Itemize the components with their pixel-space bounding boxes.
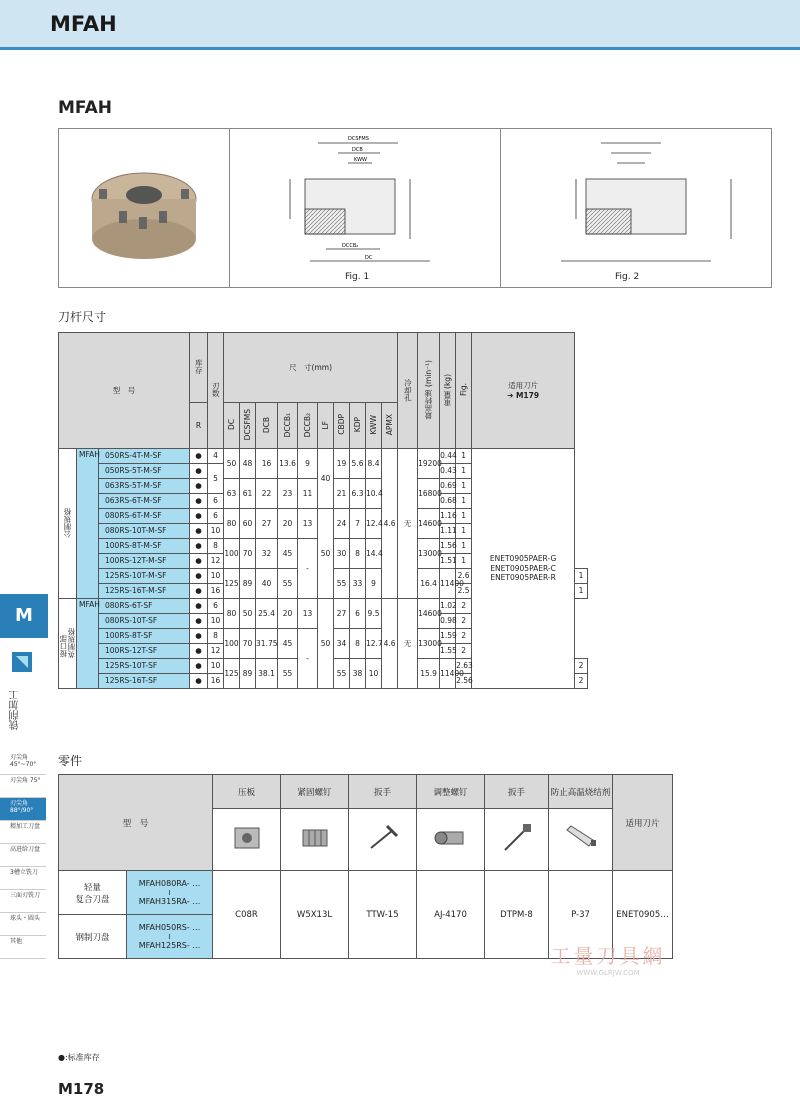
cell: 1.11 bbox=[440, 524, 456, 539]
model-code: 100RS-12T-M-SF bbox=[99, 554, 190, 569]
page-title: MFAH bbox=[50, 12, 117, 36]
stock-dot: ● bbox=[190, 554, 208, 569]
model-to: MFAH125RS- … bbox=[138, 941, 201, 950]
cell: 16.4 bbox=[418, 569, 440, 599]
cell: 55 bbox=[278, 569, 298, 599]
cell: 1.59 bbox=[440, 629, 456, 644]
cell: 2.5 bbox=[456, 584, 472, 599]
insert-item: ENET0905PAER-R bbox=[490, 573, 556, 583]
fig1-caption: Fig. 1 bbox=[345, 272, 370, 282]
cell: 50 bbox=[318, 509, 334, 599]
cell: 12.4 bbox=[366, 509, 382, 539]
teeth: 10 bbox=[208, 524, 224, 539]
side-item[interactable]: 刃尖角 75° bbox=[0, 775, 46, 798]
model-range bbox=[127, 915, 213, 959]
teeth: 16 bbox=[208, 674, 224, 689]
cell: 1.16 bbox=[440, 509, 456, 524]
col-dccb2: DCCB₂ bbox=[302, 412, 312, 437]
range-symbol: ≀ bbox=[168, 932, 171, 941]
parts-header-wrench: 扳手 bbox=[349, 775, 417, 809]
col-dc: DC bbox=[226, 419, 236, 431]
cell: 8.4 bbox=[366, 449, 382, 479]
parts-header-anti-seize: 防止高温烧结剂 bbox=[549, 775, 613, 809]
cell: 70 bbox=[240, 539, 256, 569]
stock-dot: ● bbox=[190, 539, 208, 554]
model-code: 125RS-10T-M-SF bbox=[99, 569, 190, 584]
cell: 12.7 bbox=[366, 629, 382, 659]
cell: 100 bbox=[224, 629, 240, 659]
stock-dot: ● bbox=[190, 494, 208, 509]
part-screw: W5X13L bbox=[281, 871, 349, 959]
cell: 5.6 bbox=[350, 449, 366, 479]
table-row bbox=[59, 871, 673, 915]
cell: 23 bbox=[278, 479, 298, 509]
teeth: 12 bbox=[208, 644, 224, 659]
cell: 2 bbox=[456, 599, 472, 614]
cell: 9 bbox=[298, 449, 318, 479]
model-code: 050RS-4T-M-SF bbox=[99, 449, 190, 464]
parts-table bbox=[58, 774, 673, 959]
insert-item: ENET0905PAER-G bbox=[489, 554, 557, 564]
cell: 27 bbox=[334, 599, 350, 629]
cell: 1.55 bbox=[440, 644, 456, 659]
cell: 14600 bbox=[418, 599, 440, 629]
col-lf: LF bbox=[320, 420, 330, 429]
col-dcb: DCB bbox=[261, 416, 271, 433]
side-item-active[interactable]: 刃尖角 88°/90° bbox=[0, 798, 46, 821]
cell: 1 bbox=[575, 584, 588, 599]
paste-tube-icon bbox=[549, 809, 613, 871]
parts-header-wrench2: 扳手 bbox=[485, 775, 549, 809]
cell: 89 bbox=[240, 659, 256, 689]
parts-header-adjust-screw: 调整螺钉 bbox=[417, 775, 485, 809]
model-prefix: MFAH bbox=[77, 449, 99, 599]
col-header-r: R bbox=[190, 403, 208, 449]
cell: 45 bbox=[278, 539, 298, 569]
cell: 9 bbox=[366, 569, 382, 599]
teeth: 16 bbox=[208, 584, 224, 599]
cell: 50 bbox=[318, 599, 334, 689]
insert-item: ENET0905PAER-C bbox=[490, 563, 556, 573]
group-imperial bbox=[59, 599, 77, 689]
teeth: 10 bbox=[208, 614, 224, 629]
cell: 63 bbox=[224, 479, 240, 509]
parts-header-model: 型 号 bbox=[59, 775, 213, 871]
model-code: 080RS-6T-M-SF bbox=[99, 509, 190, 524]
group-steel: 钢制刀盘 bbox=[59, 915, 127, 959]
cell: 21 bbox=[334, 479, 350, 509]
parts-header-insert: 适用刀片 bbox=[613, 775, 673, 871]
table-row bbox=[59, 449, 588, 464]
stock-dot: ● bbox=[190, 644, 208, 659]
col-header-weight: 重量 (kg) bbox=[442, 373, 452, 406]
dim-dccb2: DCCB₂ bbox=[342, 243, 359, 249]
col-cbdp: CBDP bbox=[336, 414, 346, 436]
teeth: 6 bbox=[208, 494, 224, 509]
cutter-photo bbox=[59, 129, 229, 287]
parts-title: 零件 bbox=[58, 754, 83, 768]
cell: 1.02 bbox=[440, 599, 456, 614]
stock-dot: ● bbox=[190, 524, 208, 539]
model-code: 063RS-5T-M-SF bbox=[99, 479, 190, 494]
teeth: 6 bbox=[208, 599, 224, 614]
part-wrench: TTW-15 bbox=[349, 871, 417, 959]
footnote: ●:标准库存 bbox=[58, 1053, 100, 1062]
cell: 1 bbox=[456, 464, 472, 479]
cell: 0.44 bbox=[440, 449, 456, 464]
side-nav bbox=[0, 752, 46, 959]
wrench-icon bbox=[349, 809, 417, 871]
cell: 24 bbox=[334, 509, 350, 539]
cell: 19 bbox=[334, 449, 350, 479]
teeth: 6 bbox=[208, 509, 224, 524]
cell: 89 bbox=[240, 569, 256, 599]
col-header-model: 型 号 bbox=[59, 333, 190, 449]
group-label: 接口部 bbox=[59, 635, 68, 658]
cell: 80 bbox=[224, 599, 240, 629]
stock-dot: ● bbox=[190, 464, 208, 479]
side-item[interactable]: 其他 bbox=[0, 936, 46, 959]
group-label: 英制规格 bbox=[66, 627, 76, 658]
cell: 61 bbox=[240, 479, 256, 509]
cell: 48 bbox=[240, 449, 256, 479]
fig1-drawing bbox=[230, 129, 500, 287]
cell: 30 bbox=[334, 539, 350, 569]
cell: 45 bbox=[278, 629, 298, 659]
cell: 33 bbox=[350, 569, 366, 599]
col-dccb1: DCCB₁ bbox=[282, 412, 292, 437]
col-header-dimensions: 尺 寸(mm) bbox=[224, 333, 398, 403]
cell: 8 bbox=[350, 539, 366, 569]
model-from: MFAH050RS- … bbox=[138, 923, 201, 932]
part-insert: ENET0905… bbox=[613, 871, 673, 959]
stock-dot: ● bbox=[190, 629, 208, 644]
col-header-max-speed: 最高转速 (min⁻¹) bbox=[423, 360, 433, 420]
cell: 1 bbox=[575, 569, 588, 584]
model-code: 100RS-12T-SF bbox=[99, 644, 190, 659]
stock-dot: ● bbox=[190, 599, 208, 614]
cell: 1 bbox=[456, 449, 472, 464]
stock-dot: ● bbox=[190, 614, 208, 629]
side-item[interactable]: 高进给刀盘 bbox=[0, 844, 46, 867]
cell: 10.4 bbox=[366, 479, 382, 509]
screwdriver-icon bbox=[485, 809, 549, 871]
cell: 38 bbox=[350, 659, 366, 689]
col-apmx: APMX bbox=[384, 414, 394, 436]
model-code: 125RS-10T-SF bbox=[99, 659, 190, 674]
cell: 11400 bbox=[440, 659, 456, 689]
model-code: 063RS-6T-M-SF bbox=[99, 494, 190, 509]
stock-dot: ● bbox=[190, 674, 208, 689]
cell: 2 bbox=[456, 629, 472, 644]
model-prefix: MFAH bbox=[77, 599, 99, 689]
stock-dot: ● bbox=[190, 584, 208, 599]
side-item[interactable]: 3槽立铣刀 bbox=[0, 867, 46, 890]
model-range bbox=[127, 871, 213, 915]
group-label: 轻量 复合刀盘 bbox=[75, 882, 110, 905]
cell: 1 bbox=[456, 539, 472, 554]
col-header-stock: 库存 bbox=[194, 359, 204, 375]
cell: 0.68 bbox=[440, 494, 456, 509]
model-code: 100RS-8T-SF bbox=[99, 629, 190, 644]
figure-panel bbox=[58, 128, 772, 288]
section-title: MFAH bbox=[58, 98, 112, 118]
group-composite bbox=[59, 871, 127, 915]
cell: 1 bbox=[456, 509, 472, 524]
cell: 14.4 bbox=[366, 539, 382, 569]
cell: 1 bbox=[456, 494, 472, 509]
cell: 10 bbox=[366, 659, 382, 689]
cell: 1 bbox=[456, 524, 472, 539]
model-code: 125RS-16T-M-SF bbox=[99, 584, 190, 599]
part-adjust-screw: AJ-4170 bbox=[417, 871, 485, 959]
dim-kww: KWW bbox=[354, 157, 367, 163]
cell: 1.56 bbox=[440, 539, 456, 554]
dim-dcsfms: DCSFMS bbox=[348, 136, 369, 142]
cell: 16 bbox=[256, 449, 278, 479]
cell: 0.69 bbox=[440, 479, 456, 494]
cell: - bbox=[298, 539, 318, 599]
fig2-caption: Fig. 2 bbox=[615, 272, 640, 282]
cell: 16800 bbox=[418, 479, 440, 509]
teeth: 5 bbox=[208, 464, 224, 494]
teeth: 4 bbox=[208, 449, 224, 464]
page-header bbox=[0, 0, 800, 50]
group-metric: 公制规格 bbox=[62, 507, 72, 538]
cell: 20 bbox=[278, 509, 298, 539]
cell: 1 bbox=[456, 479, 472, 494]
cell: 31.75 bbox=[256, 629, 278, 659]
cell: 11400 bbox=[440, 569, 456, 599]
cell: 2.6 bbox=[456, 569, 472, 584]
teeth: 12 bbox=[208, 554, 224, 569]
cell: 20 bbox=[278, 599, 298, 629]
insert-label: 适用刀片 bbox=[508, 381, 539, 390]
adjust-screw-icon bbox=[417, 809, 485, 871]
side-item[interactable]: 球头・圆头 bbox=[0, 913, 46, 936]
clamp-icon bbox=[213, 809, 281, 871]
cell: 25.4 bbox=[256, 599, 278, 629]
cell: 4.6 bbox=[382, 599, 398, 689]
model-code: 050RS-5T-M-SF bbox=[99, 464, 190, 479]
cell: 无 bbox=[398, 599, 418, 689]
cell: 0.98 bbox=[440, 614, 456, 629]
cell: 4.6 bbox=[382, 449, 398, 599]
teeth: 8 bbox=[208, 629, 224, 644]
cell: 2.63 bbox=[456, 659, 472, 674]
cell: 2 bbox=[456, 644, 472, 659]
cell: 34 bbox=[334, 629, 350, 659]
part-clamp: C08R bbox=[213, 871, 281, 959]
side-category-label: 铣削加工 bbox=[10, 690, 21, 730]
cell: 70 bbox=[240, 629, 256, 659]
side-item[interactable]: 精加工刀盘 bbox=[0, 821, 46, 844]
part-wrench2: DTPM-8 bbox=[485, 871, 549, 959]
teeth: 10 bbox=[208, 659, 224, 674]
teeth: 10 bbox=[208, 569, 224, 584]
shank-dimensions-title: 刀杆尺寸 bbox=[58, 310, 107, 324]
cell: 8 bbox=[350, 629, 366, 659]
cell: 55 bbox=[334, 659, 350, 689]
model-code: 080RS-10T-M-SF bbox=[99, 524, 190, 539]
shank-dimensions-table bbox=[58, 332, 588, 689]
stock-dot: ● bbox=[190, 659, 208, 674]
cell: 32 bbox=[256, 539, 278, 569]
teeth: 8 bbox=[208, 539, 224, 554]
cell: 125 bbox=[224, 569, 240, 599]
cell: 13000 bbox=[418, 629, 440, 659]
parts-header-clamp: 压板 bbox=[213, 775, 281, 809]
watermark bbox=[538, 940, 678, 977]
cell: 6 bbox=[350, 599, 366, 629]
col-dcsfms: DCSFMS bbox=[242, 409, 252, 441]
cell: 6.3 bbox=[350, 479, 366, 509]
col-header-coolant: 冷却孔 bbox=[403, 378, 413, 401]
model-from: MFAH080RA- … bbox=[138, 879, 201, 888]
cell: 0.43 bbox=[440, 464, 456, 479]
cell: 80 bbox=[224, 509, 240, 539]
side-item[interactable]: 三面刃铣刀 bbox=[0, 890, 46, 913]
fig2-drawing bbox=[501, 129, 773, 287]
dim-dc: DC bbox=[365, 255, 373, 261]
col-header-teeth: 刃数 bbox=[211, 382, 221, 398]
cell: 1.51 bbox=[440, 554, 456, 569]
model-code: 125RS-16T-SF bbox=[99, 674, 190, 689]
col-header-insert bbox=[472, 333, 575, 449]
cell: 14600 bbox=[418, 509, 440, 539]
cell: 60 bbox=[240, 509, 256, 539]
cell: 125 bbox=[224, 659, 240, 689]
cell: 50 bbox=[224, 449, 240, 479]
part-anti-seize: P-37 bbox=[549, 871, 613, 959]
stock-dot: ● bbox=[190, 479, 208, 494]
milling-icon bbox=[10, 650, 34, 674]
cell: 13000 bbox=[418, 539, 440, 569]
col-header-fig: Fig. bbox=[458, 383, 468, 397]
cell: 13 bbox=[298, 599, 318, 629]
cell: 38.1 bbox=[256, 659, 278, 689]
cell: 27 bbox=[256, 509, 278, 539]
parts-header-screw: 紧固螺钉 bbox=[281, 775, 349, 809]
cell: 22 bbox=[256, 479, 278, 509]
cell: 40 bbox=[256, 569, 278, 599]
cell: 13.6 bbox=[278, 449, 298, 479]
page-number: M178 bbox=[58, 1080, 105, 1098]
cell: 19200 bbox=[418, 449, 440, 479]
watermark-text: 工量刀具網 bbox=[550, 944, 666, 968]
cell: 2 bbox=[575, 674, 588, 689]
cell: 11 bbox=[298, 479, 318, 509]
model-to: MFAH315RA- … bbox=[138, 897, 201, 906]
insert-ref-link[interactable]: ➔ M179 bbox=[507, 390, 540, 400]
watermark-url: WWW.GLRJW.COM bbox=[576, 969, 640, 977]
cell: 7 bbox=[350, 509, 366, 539]
cell: 2 bbox=[575, 659, 588, 674]
range-symbol: ≀ bbox=[168, 888, 171, 897]
cell: 55 bbox=[278, 659, 298, 689]
cell: 13 bbox=[298, 509, 318, 539]
insert-list bbox=[472, 449, 575, 689]
stock-dot: ● bbox=[190, 569, 208, 584]
model-code: 080RS-6T-SF bbox=[99, 599, 190, 614]
cell: 15.9 bbox=[418, 659, 440, 689]
cell: 2 bbox=[456, 614, 472, 629]
stock-dot: ● bbox=[190, 509, 208, 524]
cell: 55 bbox=[334, 569, 350, 599]
col-kww: KWW bbox=[368, 415, 378, 435]
side-item[interactable]: 刃尖角 45°~70° bbox=[0, 752, 46, 775]
screw-icon bbox=[281, 809, 349, 871]
dim-dcb: DCB bbox=[352, 147, 363, 153]
cell: 2.56 bbox=[456, 674, 472, 689]
cell: 100 bbox=[224, 539, 240, 569]
section-tab-m[interactable]: M bbox=[0, 594, 48, 638]
cell: 9.5 bbox=[366, 599, 382, 629]
col-kdp: KDP bbox=[352, 417, 362, 433]
cell: 50 bbox=[240, 599, 256, 629]
cell: 无 bbox=[398, 449, 418, 599]
model-code: 080RS-10T-SF bbox=[99, 614, 190, 629]
cell: - bbox=[298, 629, 318, 689]
model-code: 100RS-8T-M-SF bbox=[99, 539, 190, 554]
cell: 1 bbox=[456, 554, 472, 569]
cell: 40 bbox=[318, 449, 334, 509]
stock-dot: ● bbox=[190, 449, 208, 464]
